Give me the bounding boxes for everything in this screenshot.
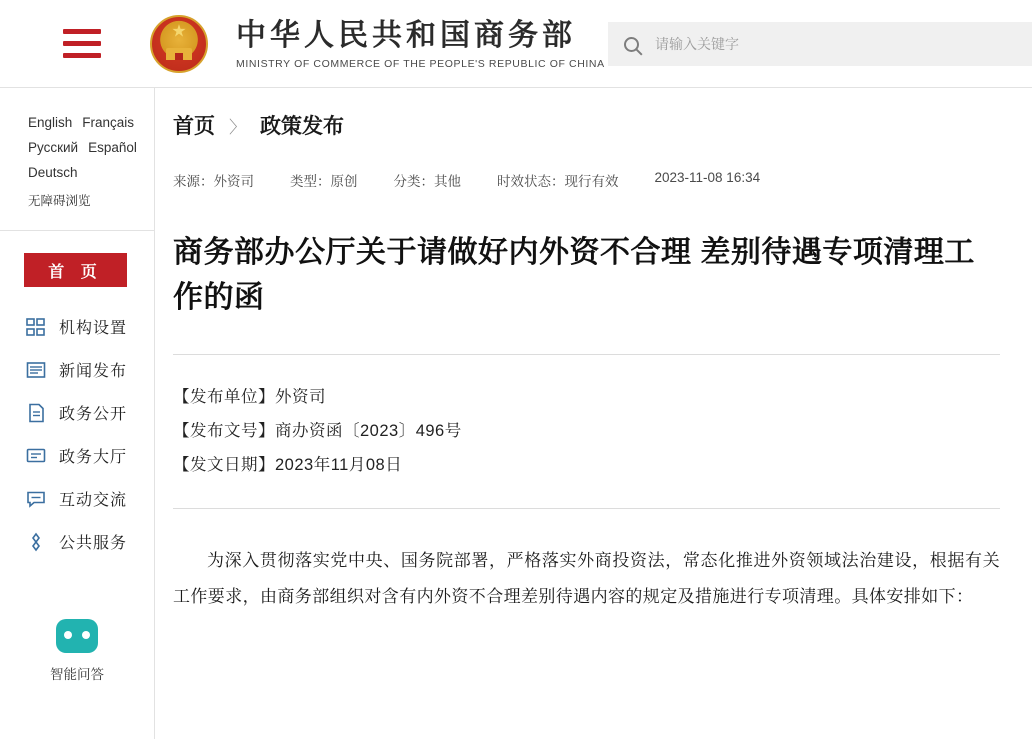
- hall-icon: [26, 446, 46, 466]
- sidebar-item-label: 政务公开: [59, 406, 128, 423]
- field-document-number: 【发布文号】商办资函〔2023〕496号: [173, 421, 462, 440]
- sidebar-item-label: 新闻发布: [59, 363, 128, 380]
- sidebar-item-interaction[interactable]: [0, 477, 154, 520]
- search-box[interactable]: [608, 22, 1032, 66]
- page-title: 商务部办公厅关于请做好内外资不合理 差别待遇专项清理工作的函: [173, 208, 1000, 355]
- meta-timestamp: 2023-11-08 16:34: [654, 170, 761, 185]
- sidebar-item-home[interactable]: 首 页: [24, 253, 127, 287]
- sidebar: [0, 88, 155, 739]
- field-issue-date: 【发文日期】2023年11月08日: [173, 455, 403, 474]
- language-list: [0, 110, 154, 231]
- sidebar-nav: [0, 231, 154, 563]
- field-issuing-unit: 【发布单位】外资司: [173, 388, 326, 406]
- chat-icon: [26, 489, 46, 509]
- meta-category: 分类：其他: [393, 174, 461, 189]
- lang-francais[interactable]: Français: [82, 115, 135, 130]
- site-title: [236, 17, 605, 71]
- hamburger-menu-icon[interactable]: [40, 29, 124, 58]
- document-fields: [173, 355, 1000, 509]
- document-paragraph: 为深入贯彻落实党中央、国务院部署，严格落实外商投资法，常态化推进外资领域法治建设，根据有关工作要求，由商务部组织对含有内外资不合理差别待遇内容的规定及措施进行专项清理。具体安排如下：: [173, 551, 1000, 607]
- sidebar-item-organization[interactable]: [0, 305, 154, 348]
- sidebar-item-news[interactable]: [0, 348, 154, 391]
- emblem-star: ★: [171, 21, 187, 41]
- assistant-label: 智能问答: [50, 667, 104, 682]
- menu-bar-3: [63, 53, 101, 58]
- national-emblem-icon: [148, 13, 210, 75]
- grid-icon: [26, 317, 46, 337]
- search-input[interactable]: [655, 36, 1016, 52]
- site-header: [0, 0, 1032, 88]
- sidebar-item-government-affairs[interactable]: [0, 391, 154, 434]
- lang-espanol[interactable]: Español: [88, 140, 137, 155]
- site-title-cn: 中华人民共和国商务部: [236, 18, 576, 52]
- language-row: [28, 135, 137, 160]
- assistant-block[interactable]: [0, 619, 154, 683]
- news-icon: [26, 360, 46, 380]
- sidebar-item-label: 政务大厅: [59, 449, 128, 466]
- lang-english[interactable]: English: [28, 115, 73, 130]
- meta-validity: 时效状态：现行有效: [497, 174, 619, 189]
- breadcrumb-item-home[interactable]: 首页: [173, 115, 215, 138]
- document-body: [173, 509, 1000, 614]
- menu-bar-2: [63, 41, 101, 46]
- document-icon: [26, 403, 46, 423]
- menu-bar-1: [63, 29, 101, 34]
- service-icon: [26, 532, 46, 552]
- accessibility-link[interactable]: 无障碍浏览: [28, 194, 91, 208]
- lang-deutsch[interactable]: Deutsch: [28, 165, 78, 180]
- page-body: [0, 88, 1032, 739]
- chevron-right-icon: 〉: [229, 117, 246, 137]
- sidebar-item-label: 互动交流: [59, 492, 128, 509]
- language-row: [28, 110, 135, 135]
- sidebar-item-label: 机构设置: [59, 320, 128, 337]
- search-icon[interactable]: [624, 37, 639, 52]
- robot-icon[interactable]: [56, 619, 98, 653]
- meta-source: 来源：外资司: [173, 174, 254, 189]
- main-content: [155, 88, 1032, 739]
- meta-type: 类型：原创: [290, 174, 358, 189]
- breadcrumb-item-policy[interactable]: 政策发布: [260, 115, 344, 138]
- sidebar-item-service-hall[interactable]: [0, 434, 154, 477]
- emblem-gate: [166, 48, 192, 60]
- document-meta: [173, 170, 1000, 208]
- lang-russian[interactable]: Русский: [28, 140, 79, 155]
- site-title-en: MINISTRY OF COMMERCE OF THE PEOPLE'S REPUBLIC OF CHINA: [236, 58, 605, 71]
- breadcrumb: [173, 110, 1000, 140]
- sidebar-item-label: 公共服务: [59, 535, 128, 552]
- sidebar-item-public-service[interactable]: [0, 520, 154, 563]
